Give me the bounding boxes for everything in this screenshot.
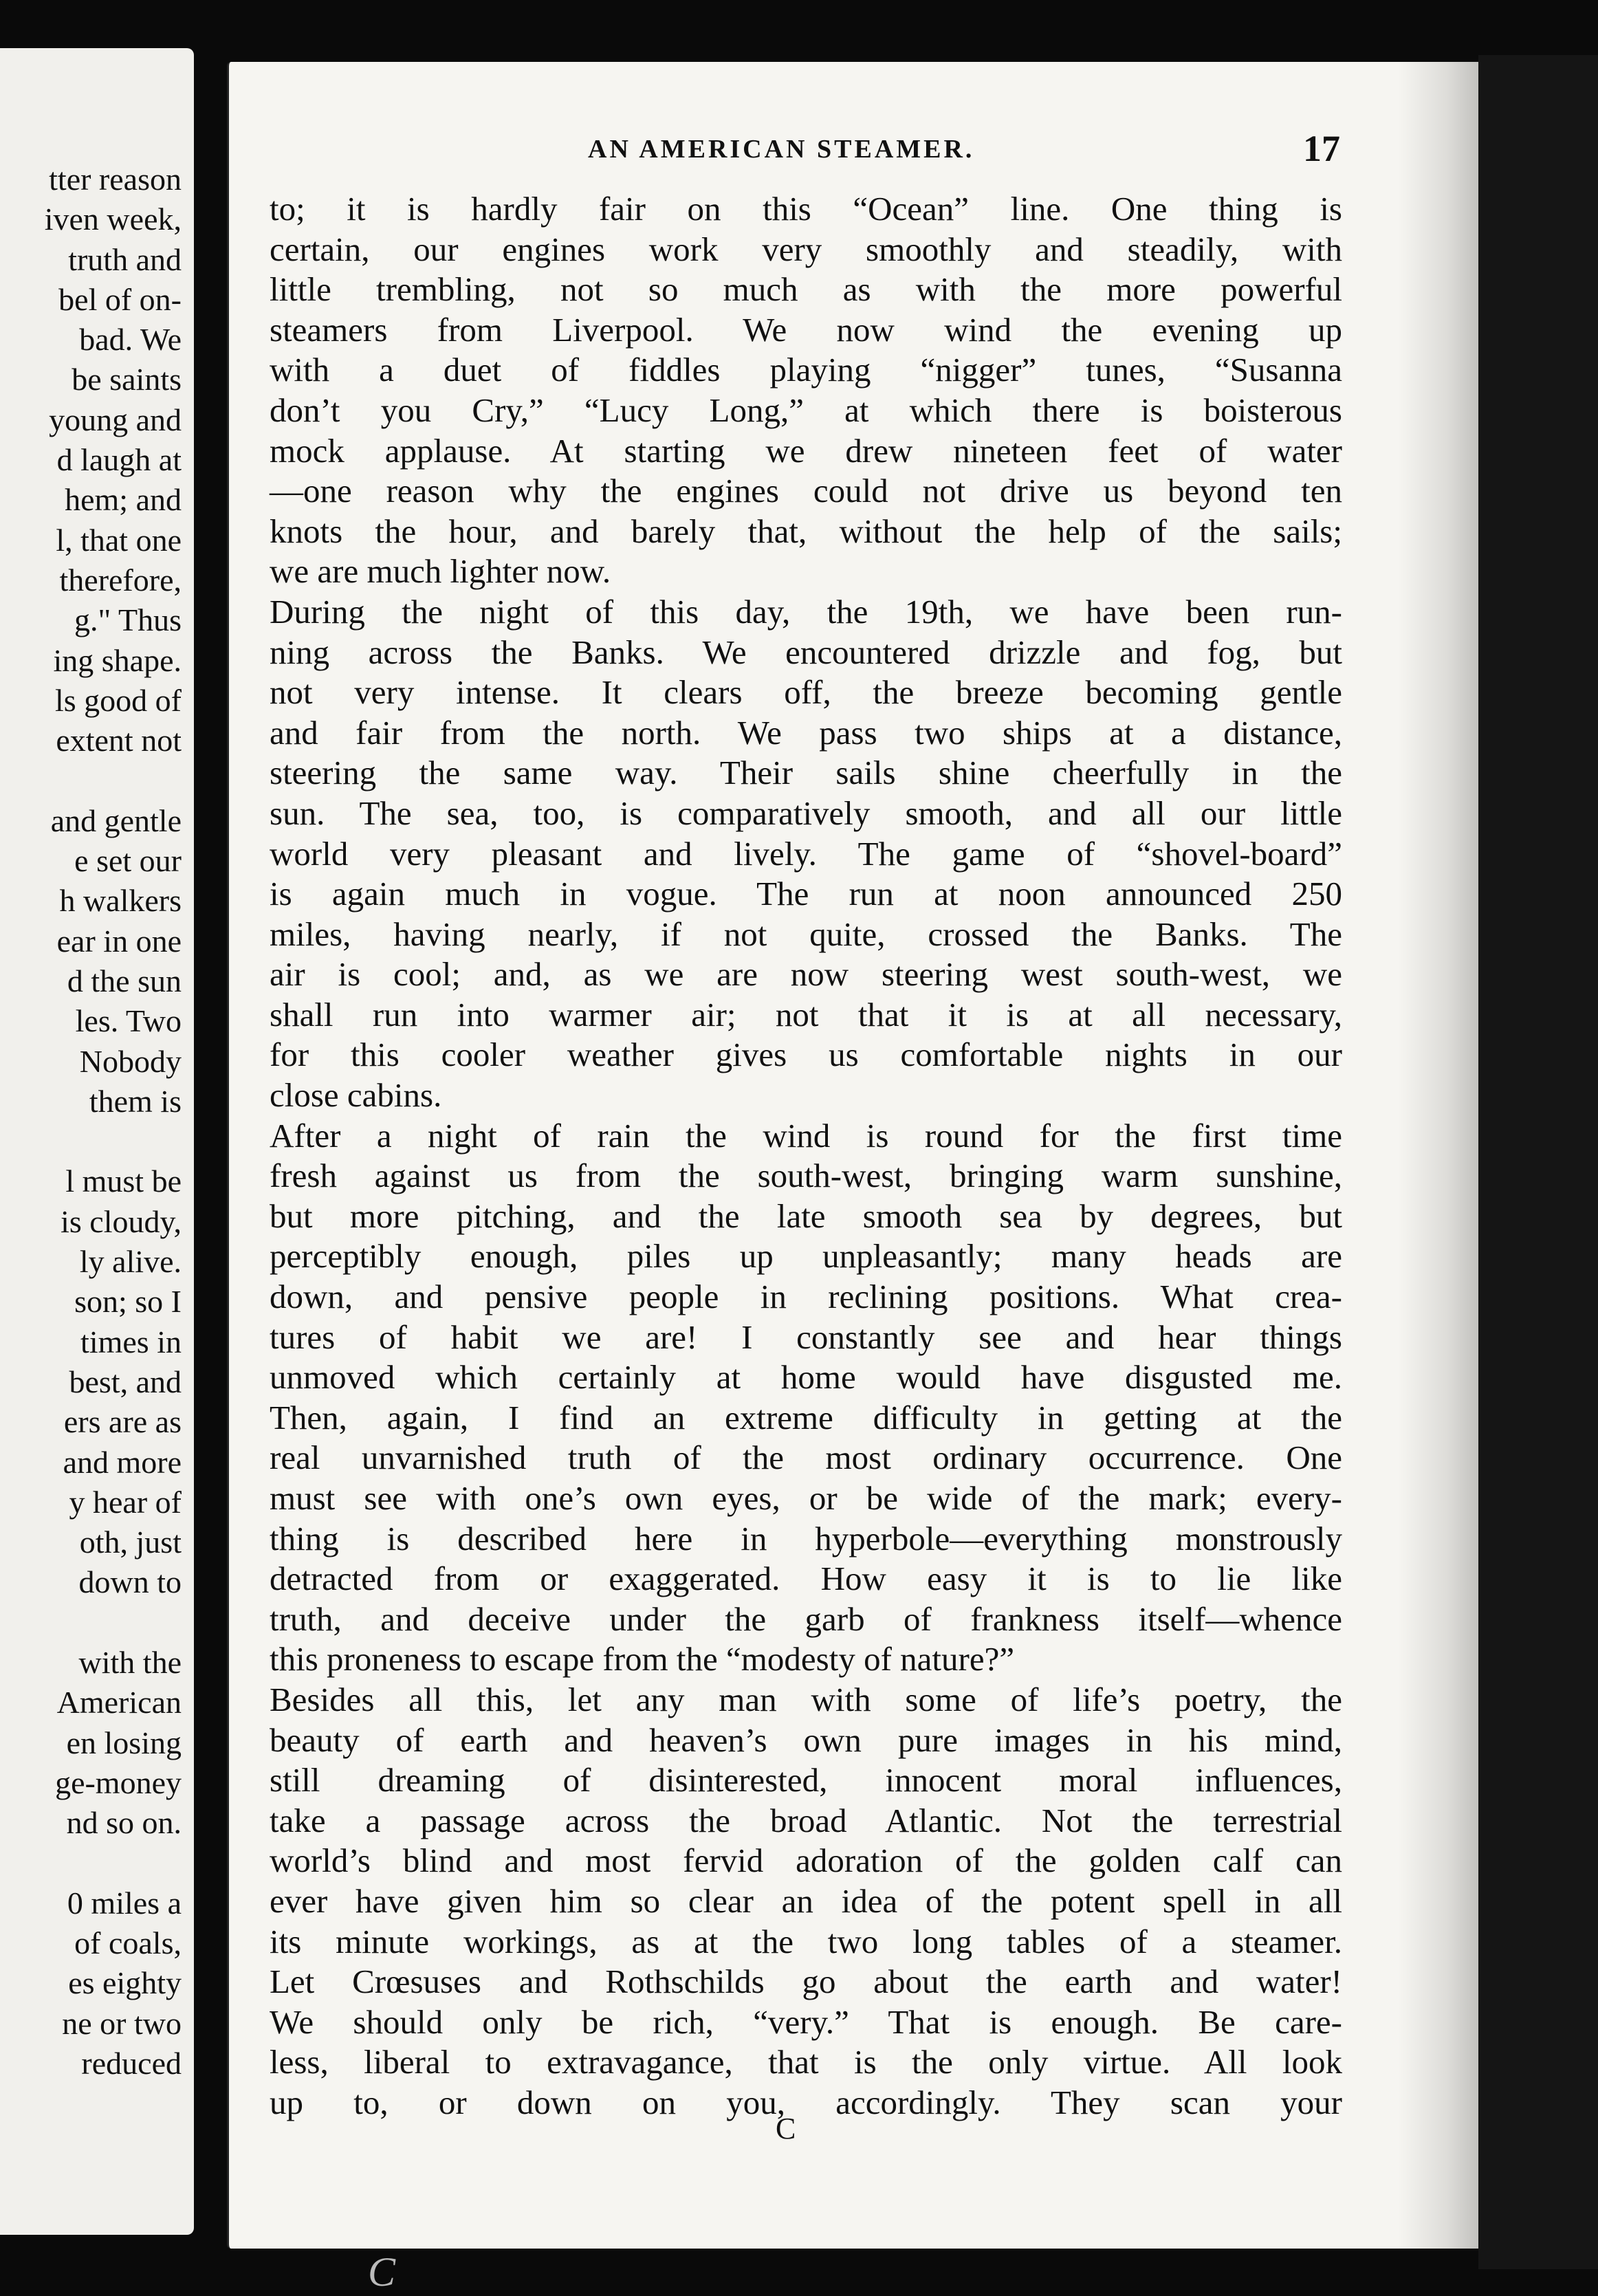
facing-page-line: young and: [49, 402, 182, 437]
text-line: but more pitching, and the late smooth sea by degrees, but: [270, 1196, 1342, 1235]
facing-page-line: bad. We: [79, 322, 182, 358]
facing-page-line: iven week,: [44, 201, 182, 237]
text-line: we are much lighter now.: [270, 552, 611, 591]
facing-page-line: e set our: [74, 843, 182, 879]
facing-page-line: [45, 761, 182, 800]
text-line: ning across the Banks. We encountered drizzle and fog, but: [270, 633, 1342, 671]
facing-page-line: Nobody: [79, 1043, 182, 1079]
facing-page-line: and gentle: [50, 802, 182, 838]
text-line: beauty of earth and heaven’s own pure images in his mind,: [270, 1720, 1342, 1759]
facing-page-line: [45, 1122, 182, 1161]
facing-page-line: and more: [63, 1444, 182, 1480]
text-line: world very pleasant and lively. The game of “shovel-board”: [270, 834, 1342, 873]
text-line: don’t you Cry,” “Lucy Long,” at which there is boisterous: [270, 391, 1342, 429]
text-line: this proneness to escape from the “modesty of nature?”: [270, 1640, 1015, 1679]
facing-page-line: en losing: [66, 1725, 182, 1760]
page-shadow: [1398, 62, 1480, 2249]
text-line: its minute workings, as at the two long tables of a steamer.: [270, 1922, 1342, 1960]
text-line: mock applause. At starting we drew nineteen feet of water: [270, 431, 1342, 470]
text-line: to; it is hardly fair on this “Ocean” line. One thing is: [270, 190, 1342, 228]
text-line: thing is described here in hyperbole—everything monstrously: [270, 1519, 1342, 1557]
facing-page-line: [45, 1843, 182, 1883]
text-line: After a night of rain the wind is round for the first time: [270, 1116, 1342, 1155]
facing-page-line: ls good of: [55, 682, 182, 718]
text-line: up to, or down on you, accordingly. They scan your: [270, 2083, 1342, 2121]
text-line: for this cooler weather gives us comfortable nights in our: [270, 1036, 1342, 1074]
facing-page-line: American: [56, 1685, 182, 1720]
text-line: Besides all this, let any man with some of life’s poetry, the: [270, 1680, 1342, 1718]
facing-page-line: ly alive.: [79, 1244, 182, 1280]
text-line: must see with one’s own eyes, or be wide of the mark; every-: [270, 1479, 1342, 1517]
facing-page-line: bel of on-: [58, 281, 182, 317]
text-line: detracted from or exaggerated. How easy it is to lie like: [270, 1560, 1342, 1598]
text-line: miles, having nearly, if not quite, crossed the Banks. The: [270, 915, 1342, 953]
signature-mark: C: [776, 2112, 796, 2145]
text-line: with a duet of fiddles playing “nigger” tunes, “Susanna: [270, 351, 1342, 389]
facing-page-line: tter reason: [49, 162, 182, 197]
book-gutter: [194, 48, 227, 2249]
text-line: still dreaming of disinterested, innocent moral influences,: [270, 1761, 1342, 1800]
text-line: ever have given him so clear an idea of the potent spell in all: [270, 1881, 1342, 1920]
text-line: air is cool; and, as we are now steering west south-west, we: [270, 955, 1342, 994]
text-line: little trembling, not so much as with the more powerful: [270, 270, 1342, 309]
text-line: perceptibly enough, piles up unpleasantly; many heads are: [270, 1237, 1342, 1276]
text-line: unmoved which certainly at home would have disgusted me.: [270, 1358, 1342, 1397]
body-text: [270, 189, 1342, 2123]
facing-page-line: d laugh at: [56, 442, 182, 478]
facing-page-line: ne or two: [62, 2005, 182, 2041]
text-line: sun. The sea, too, is comparatively smooth, and all our little: [270, 794, 1342, 832]
facing-page-line: l, that one: [56, 522, 182, 558]
text-line: tures of habit we are! I constantly see and hear things: [270, 1318, 1342, 1356]
facing-page-line: with the: [78, 1644, 182, 1680]
facing-page-line: ge-money: [55, 1764, 182, 1800]
text-line: shall run into warmer air; not that it is at all necessary,: [270, 995, 1342, 1034]
facing-page-line: d the sun: [67, 963, 182, 998]
text-line: world’s blind and most fervid adoration of the golden calf can: [270, 1841, 1342, 1880]
facing-page-line: times in: [80, 1324, 182, 1359]
facing-page-line: h walkers: [59, 883, 182, 919]
facing-page-line: oth, just: [79, 1524, 182, 1560]
facing-page-line: [45, 1603, 182, 1643]
text-line: certain, our engines work very smoothly and steadily, with: [270, 230, 1342, 268]
facing-page-left: [0, 48, 194, 2235]
text-line: fresh against us from the south-west, bringing warm sunshine,: [270, 1157, 1342, 1195]
facing-page-text: [45, 160, 182, 2084]
text-line: Then, again, I find an extreme difficulty in getting at the: [270, 1398, 1342, 1436]
text-line: and fair from the north. We pass two ships at a distance,: [270, 713, 1342, 752]
text-line: Let Crœsuses and Rothschilds go about the earth and water!: [270, 1962, 1342, 2001]
text-line: less, liberal to extravagance, that is the only virtue. All look: [270, 2043, 1342, 2081]
facing-page-line: of coals,: [74, 1925, 182, 1961]
facing-page-line: son; so I: [74, 1284, 182, 1320]
text-line: not very intense. It clears off, the breeze becoming gentle: [270, 673, 1342, 712]
facing-page-line: ing shape.: [53, 642, 182, 678]
running-head: AN AMERICAN STEAMER.: [588, 135, 975, 164]
text-line: —one reason why the engines could not drive us beyond ten: [270, 472, 1342, 510]
facing-page-line: g." Thus: [74, 602, 182, 638]
scan-background-edge: [1478, 55, 1598, 2269]
text-line: During the night of this day, the 19th, we have been run-: [270, 592, 1342, 631]
facing-page-line: reduced: [81, 2045, 182, 2081]
facing-page-line: y hear of: [69, 1484, 182, 1520]
facing-page-line: 0 miles a: [67, 1885, 182, 1921]
facing-page-line: ear in one: [56, 923, 182, 959]
facing-page-line: nd so on.: [66, 1805, 182, 1841]
text-line: close cabins.: [270, 1076, 442, 1115]
text-line: take a passage across the broad Atlantic. Not the terrestrial: [270, 1801, 1342, 1839]
facing-page-line: best, and: [69, 1364, 182, 1399]
text-line: real unvarnished truth of the most ordinary occurrence. One: [270, 1439, 1342, 1477]
facing-page-line: les. Two: [75, 1003, 182, 1039]
margin-scribble: C: [368, 2249, 396, 2295]
facing-page-line: hem; and: [65, 482, 182, 518]
text-line: steamers from Liverpool. We now wind the evening up: [270, 310, 1342, 349]
facing-page-line: extent not: [56, 723, 182, 758]
text-line: knots the hour, and barely that, without the help of the sails;: [270, 512, 1342, 550]
text-line: truth, and deceive under the garb of frankness itself—whence: [270, 1599, 1342, 1638]
text-line: We should only be rich, “very.” That is enough. Be care-: [270, 2002, 1342, 2041]
facing-page-line: therefore,: [59, 562, 182, 598]
facing-page-line: truth and: [68, 241, 182, 277]
text-line: steering the same way. Their sails shine cheerfully in the: [270, 754, 1342, 792]
facing-page-line: be saints: [72, 362, 182, 397]
facing-page-line: down to: [78, 1564, 182, 1600]
facing-page-line: ers are as: [63, 1404, 182, 1440]
text-line: down, and pensive people in reclining positions. What crea-: [270, 1278, 1342, 1316]
facing-page-line: l must be: [65, 1163, 182, 1199]
text-line: is again much in vogue. The run at noon announced 250: [270, 875, 1342, 913]
facing-page-line: is cloudy,: [61, 1203, 182, 1239]
facing-page-line: them is: [89, 1083, 182, 1119]
page-number: 17: [1303, 128, 1340, 169]
facing-page-line: es eighty: [68, 1965, 182, 2001]
